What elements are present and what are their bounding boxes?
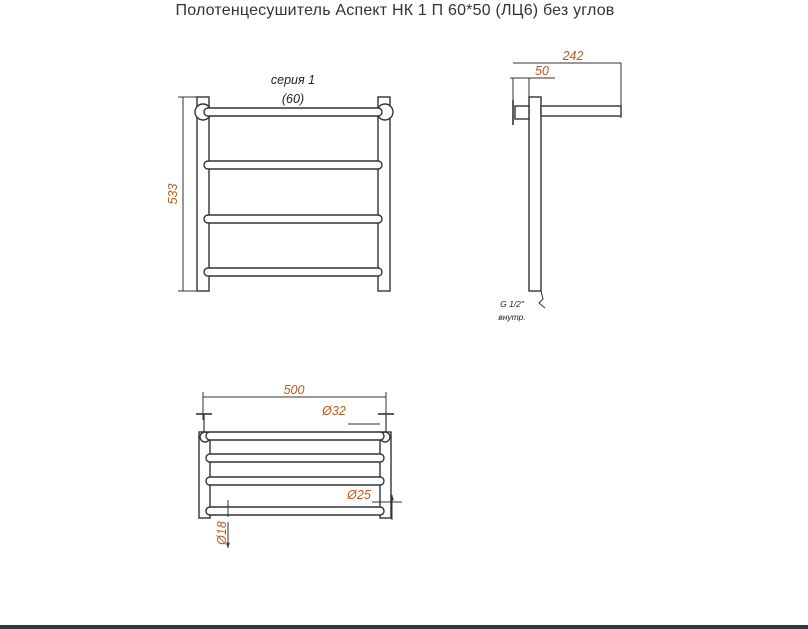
front-rungs [204,108,382,276]
height-label: 533 [166,183,180,205]
top-left-post [199,432,210,518]
top-right-post [380,432,391,518]
rung [206,477,384,485]
side-post [529,97,541,291]
pipe-diameter-label: Ø18 [215,521,229,545]
left-post [197,97,209,291]
top-rungs [206,432,384,515]
rung [204,108,382,116]
series-label: серия 1 [270,73,316,87]
drawing-title: Полотенцесушитель Аспект НК 1 П 60*50 (ЛЦ6) без углов [175,2,615,19]
depth-label: 242 [562,49,584,63]
rung [206,432,384,440]
rung [204,268,382,276]
side-view [510,63,621,308]
rung [204,161,382,169]
rung [204,215,382,223]
width-label: 500 [283,383,305,397]
side-arm [541,106,621,116]
thread-note: внутр. [498,312,526,322]
right-post [378,97,390,291]
rung-diameter-label: Ø25 [347,488,371,502]
rung [206,507,384,515]
rung [206,454,384,462]
thread-leader [539,291,545,308]
front-view [178,97,393,291]
wall-bracket [515,106,529,119]
thread-label: G 1/2" [500,299,524,309]
offset-label: 50 [535,64,549,78]
bottom-bar [0,625,808,629]
series-width-label: (60) [281,92,305,106]
outer-diameter-label: Ø32 [322,404,346,418]
